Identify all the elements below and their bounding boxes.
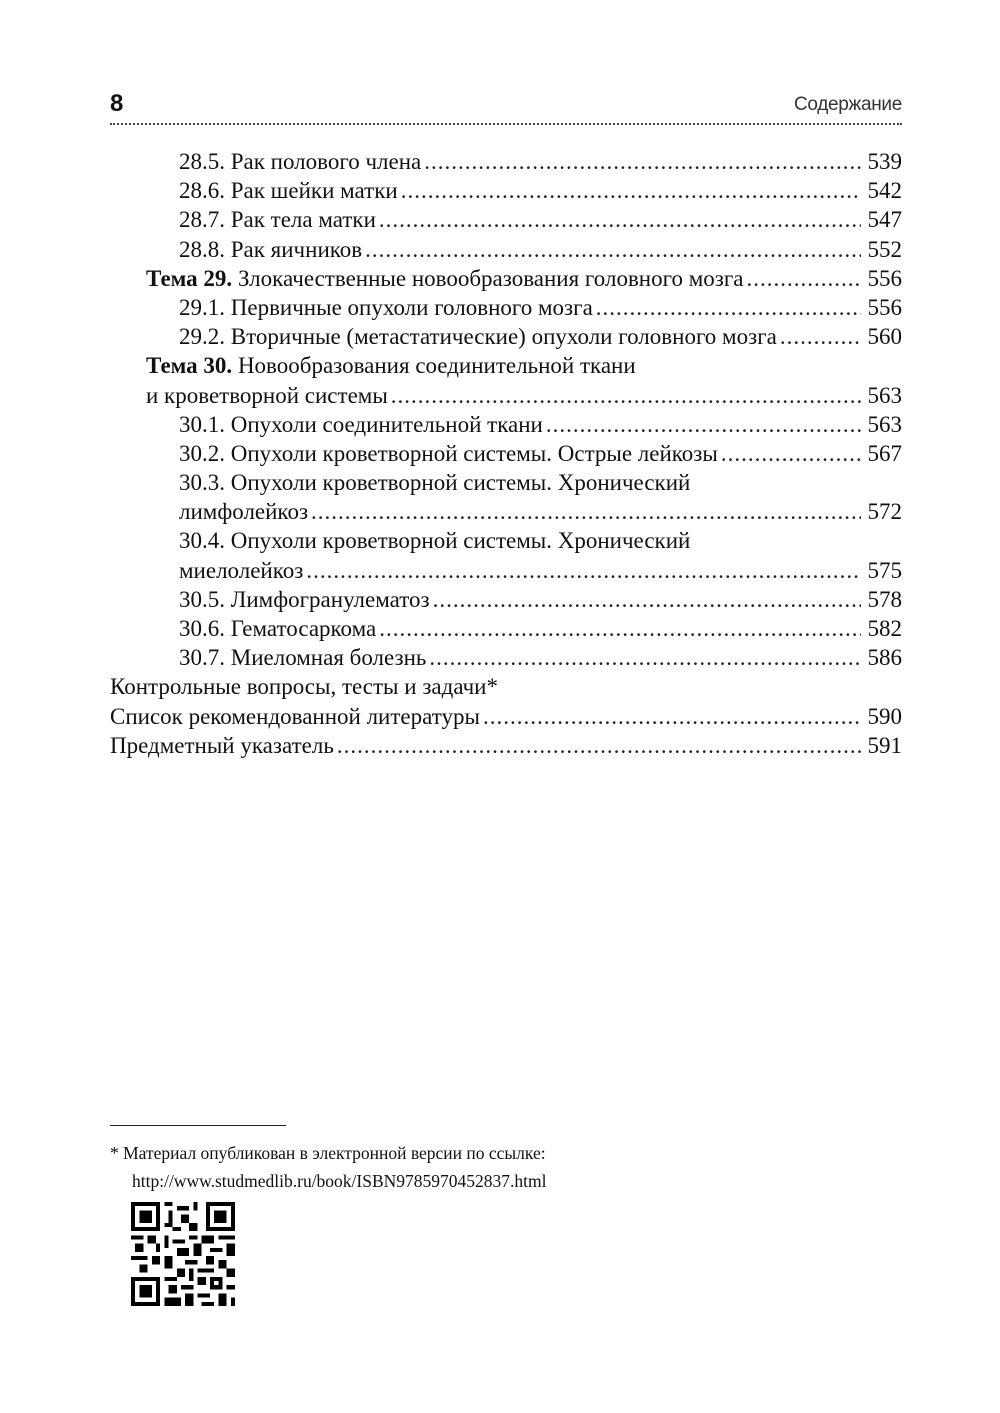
dot-leader bbox=[429, 643, 861, 672]
footnote-rule bbox=[110, 1125, 286, 1126]
dot-leader bbox=[337, 731, 861, 760]
toc-entry-label: 29.1. Первичные опухоли головного мозга bbox=[179, 294, 593, 320]
footnote bbox=[110, 1139, 902, 1195]
dot-leader bbox=[747, 264, 862, 293]
footnote-url[interactable]: http://www.studmedlib.ru/book/ISBN9785970452837.html bbox=[132, 1171, 547, 1191]
toc-entry-label: Контрольные вопросы, тесты и задачи* bbox=[110, 674, 498, 700]
toc-entry-label bbox=[146, 351, 636, 380]
page-header bbox=[110, 90, 902, 130]
toc-entry-page: 582 bbox=[867, 616, 902, 641]
toc-entry[interactable] bbox=[110, 322, 902, 351]
toc-entry[interactable] bbox=[110, 526, 902, 555]
dot-leader bbox=[433, 585, 861, 614]
toc-entry[interactable] bbox=[110, 176, 902, 205]
toc-entry-page: 586 bbox=[867, 645, 902, 671]
topic-title: Новообразования соединительной ткани bbox=[237, 353, 636, 379]
toc-entry-page: 567 bbox=[867, 440, 902, 466]
toc-entry-page: 578 bbox=[867, 586, 902, 612]
topic-number: Тема 30. bbox=[146, 353, 233, 379]
dot-leader bbox=[311, 497, 861, 526]
toc-entry[interactable] bbox=[110, 293, 902, 322]
dot-leader bbox=[306, 556, 861, 585]
toc-entry-label: Список рекомендованной литературы bbox=[110, 703, 480, 729]
dot-leader bbox=[365, 235, 861, 264]
toc-entry-label: 28.6. Рак шейки матки bbox=[179, 178, 398, 204]
toc-entry[interactable] bbox=[110, 235, 902, 264]
toc-entry-label: лимфолейкоз bbox=[179, 499, 309, 525]
page-number: 8 bbox=[110, 90, 124, 117]
toc-entry-page: 556 bbox=[867, 265, 902, 291]
toc-entry-label: 30.1. Опухоли соединительной ткани bbox=[179, 411, 543, 437]
toc-entry-label bbox=[146, 264, 744, 293]
toc-entry-label: 28.5. Рак полового члена bbox=[179, 149, 422, 174]
toc-entry[interactable] bbox=[110, 672, 902, 701]
toc-entry[interactable] bbox=[110, 702, 902, 731]
dot-leader bbox=[391, 381, 861, 410]
dot-leader bbox=[596, 293, 861, 322]
toc-entry-page: 590 bbox=[867, 703, 902, 729]
toc-entry-page: 563 bbox=[867, 411, 902, 437]
footnote-text: * Материал опубликован в электронной версии по ссылке: bbox=[110, 1143, 546, 1163]
toc-entry[interactable] bbox=[110, 439, 902, 468]
toc-entry-label: миелолейкоз bbox=[179, 557, 304, 583]
dot-leader bbox=[424, 147, 861, 176]
toc-entry-label: 30.4. Опухоли кроветворной системы. Хронический bbox=[179, 528, 691, 554]
toc-entry-page: 552 bbox=[867, 236, 902, 262]
qr-code-icon[interactable] bbox=[131, 1202, 235, 1306]
dot-leader bbox=[483, 702, 861, 731]
dot-leader bbox=[379, 614, 861, 643]
toc-entry-label: 28.8. Рак яичников bbox=[179, 236, 363, 262]
toc-entry-page: 547 bbox=[867, 207, 902, 233]
dot-leader bbox=[721, 439, 861, 468]
toc-entry-continuation[interactable] bbox=[110, 497, 902, 526]
toc-entry-label: 30.5. Лимфогранулематоз bbox=[179, 586, 430, 612]
toc-entry-label: 30.2. Опухоли кроветворной системы. Острые лейкозы bbox=[179, 440, 718, 466]
toc-entry-page: 591 bbox=[867, 732, 902, 758]
dot-leader bbox=[401, 176, 861, 205]
header-dotted-rule bbox=[110, 123, 902, 125]
table-of-contents bbox=[110, 147, 902, 760]
toc-entry-label: 30.6. Гематосаркома bbox=[179, 616, 377, 641]
toc-entry[interactable] bbox=[110, 585, 902, 614]
toc-entry[interactable] bbox=[110, 731, 902, 760]
toc-entry-label: Предметный указатель bbox=[110, 732, 334, 758]
toc-topic-entry[interactable] bbox=[110, 264, 902, 293]
topic-title: Злокачественные новообразования головного мозга bbox=[237, 265, 744, 291]
topic-number: Тема 29. bbox=[146, 265, 233, 291]
toc-entry-label: 30.3. Опухоли кроветворной системы. Хронический bbox=[179, 470, 691, 496]
toc-entry-label: 30.7. Миеломная болезнь bbox=[179, 645, 427, 671]
toc-entry-page: 563 bbox=[867, 382, 902, 408]
toc-entry-page: 560 bbox=[867, 324, 902, 350]
running-head: Содержание bbox=[793, 94, 902, 115]
toc-entry-label: 29.2. Вторичные (метастатические) опухоли головного мозга bbox=[179, 324, 777, 350]
toc-entry-page: 542 bbox=[867, 178, 902, 204]
toc-entry[interactable] bbox=[110, 468, 902, 497]
toc-entry-page: 539 bbox=[867, 149, 902, 174]
toc-entry-page: 572 bbox=[867, 499, 902, 525]
toc-entry-continuation[interactable] bbox=[110, 556, 902, 585]
toc-entry[interactable] bbox=[110, 147, 902, 176]
toc-topic-entry[interactable] bbox=[110, 351, 902, 380]
toc-entry[interactable] bbox=[110, 205, 902, 234]
dot-leader bbox=[780, 322, 861, 351]
dot-leader bbox=[546, 410, 861, 439]
toc-entry-page: 575 bbox=[867, 557, 902, 583]
toc-entry[interactable] bbox=[110, 614, 902, 643]
toc-entry-label: и кроветворной системы bbox=[146, 382, 388, 408]
dot-leader bbox=[379, 205, 861, 234]
toc-entry-label: 28.7. Рак тела матки bbox=[179, 207, 376, 233]
toc-entry[interactable] bbox=[110, 410, 902, 439]
toc-entry[interactable] bbox=[110, 643, 902, 672]
toc-entry-page: 556 bbox=[867, 294, 902, 320]
toc-entry-continuation[interactable] bbox=[110, 381, 902, 410]
